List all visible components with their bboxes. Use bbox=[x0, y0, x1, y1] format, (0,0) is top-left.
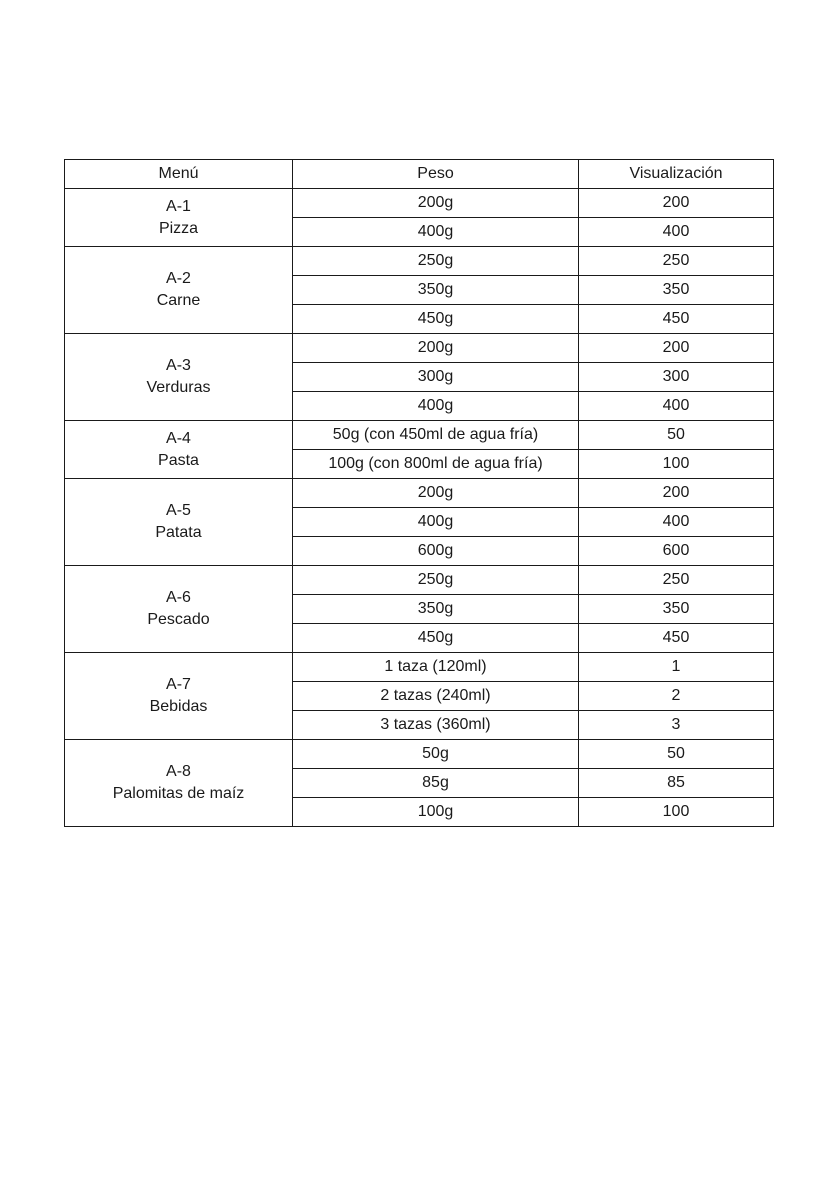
weight-cell: 350g bbox=[293, 595, 579, 624]
menu-program-cell bbox=[65, 334, 293, 421]
display-cell: 50 bbox=[579, 421, 774, 450]
weight-cell: 100g bbox=[293, 798, 579, 827]
weight-cell: 200g bbox=[293, 479, 579, 508]
display-cell: 450 bbox=[579, 305, 774, 334]
auto-menu-table bbox=[64, 159, 774, 827]
weight-cell: 2 tazas (240ml) bbox=[293, 682, 579, 711]
weight-cell: 400g bbox=[293, 508, 579, 537]
display-cell: 200 bbox=[579, 334, 774, 363]
weight-cell: 1 taza (120ml) bbox=[293, 653, 579, 682]
display-cell: 2 bbox=[579, 682, 774, 711]
menu-code: A-8 bbox=[166, 763, 191, 780]
display-cell: 3 bbox=[579, 711, 774, 740]
weight-cell: 200g bbox=[293, 189, 579, 218]
display-cell: 400 bbox=[579, 508, 774, 537]
menu-program-cell bbox=[65, 421, 293, 479]
display-cell: 100 bbox=[579, 450, 774, 479]
display-cell: 600 bbox=[579, 537, 774, 566]
display-cell: 300 bbox=[579, 363, 774, 392]
weight-cell: 450g bbox=[293, 624, 579, 653]
menu-program-cell bbox=[65, 740, 293, 827]
table-row bbox=[65, 334, 774, 363]
menu-name: Pescado bbox=[147, 611, 210, 628]
menu-code: A-3 bbox=[166, 357, 191, 374]
display-cell: 50 bbox=[579, 740, 774, 769]
weight-cell: 50g (con 450ml de agua fría) bbox=[293, 421, 579, 450]
menu-code: A-4 bbox=[166, 429, 191, 447]
table-row bbox=[65, 566, 774, 595]
display-cell: 200 bbox=[579, 189, 774, 218]
table-row bbox=[65, 479, 774, 508]
menu-program-cell bbox=[65, 247, 293, 334]
weight-cell: 600g bbox=[293, 537, 579, 566]
menu-code: A-7 bbox=[166, 676, 191, 693]
table-row bbox=[65, 247, 774, 276]
header-weight: Peso bbox=[293, 160, 579, 189]
weight-cell: 3 tazas (360ml) bbox=[293, 711, 579, 740]
weight-cell: 200g bbox=[293, 334, 579, 363]
display-cell: 450 bbox=[579, 624, 774, 653]
menu-program-cell bbox=[65, 189, 293, 247]
menu-code: A-6 bbox=[166, 589, 191, 606]
table-body bbox=[65, 189, 774, 827]
weight-cell: 400g bbox=[293, 392, 579, 421]
menu-program-cell bbox=[65, 653, 293, 740]
display-cell: 100 bbox=[579, 798, 774, 827]
display-cell: 250 bbox=[579, 247, 774, 276]
menu-code: A-1 bbox=[166, 197, 191, 215]
table-row bbox=[65, 189, 774, 218]
table-header-row bbox=[65, 160, 774, 189]
weight-cell: 450g bbox=[293, 305, 579, 334]
header-menu: Menú bbox=[65, 160, 293, 189]
menu-name: Pasta bbox=[158, 451, 199, 469]
header-display: Visualización bbox=[579, 160, 774, 189]
display-cell: 1 bbox=[579, 653, 774, 682]
menu-name: Patata bbox=[155, 524, 202, 541]
display-cell: 400 bbox=[579, 392, 774, 421]
menu-name: Carne bbox=[156, 292, 201, 309]
display-cell: 85 bbox=[579, 769, 774, 798]
display-cell: 250 bbox=[579, 566, 774, 595]
menu-name: Pizza bbox=[158, 219, 199, 237]
menu-code: A-5 bbox=[166, 502, 191, 519]
display-cell: 350 bbox=[579, 276, 774, 305]
menu-name: Palomitas de maíz bbox=[112, 785, 245, 802]
menu-program-cell bbox=[65, 566, 293, 653]
weight-cell: 50g bbox=[293, 740, 579, 769]
weight-cell: 100g (con 800ml de agua fría) bbox=[293, 450, 579, 479]
table-row bbox=[65, 740, 774, 769]
menu-name: Bebidas bbox=[149, 698, 208, 715]
table-row bbox=[65, 653, 774, 682]
weight-cell: 350g bbox=[293, 276, 579, 305]
display-cell: 400 bbox=[579, 218, 774, 247]
display-cell: 200 bbox=[579, 479, 774, 508]
weight-cell: 400g bbox=[293, 218, 579, 247]
menu-name: Verduras bbox=[146, 379, 211, 396]
weight-cell: 250g bbox=[293, 566, 579, 595]
table-row bbox=[65, 421, 774, 450]
display-cell: 350 bbox=[579, 595, 774, 624]
menu-code: A-2 bbox=[166, 270, 191, 287]
weight-cell: 85g bbox=[293, 769, 579, 798]
menu-program-cell bbox=[65, 479, 293, 566]
weight-cell: 250g bbox=[293, 247, 579, 276]
weight-cell: 300g bbox=[293, 363, 579, 392]
